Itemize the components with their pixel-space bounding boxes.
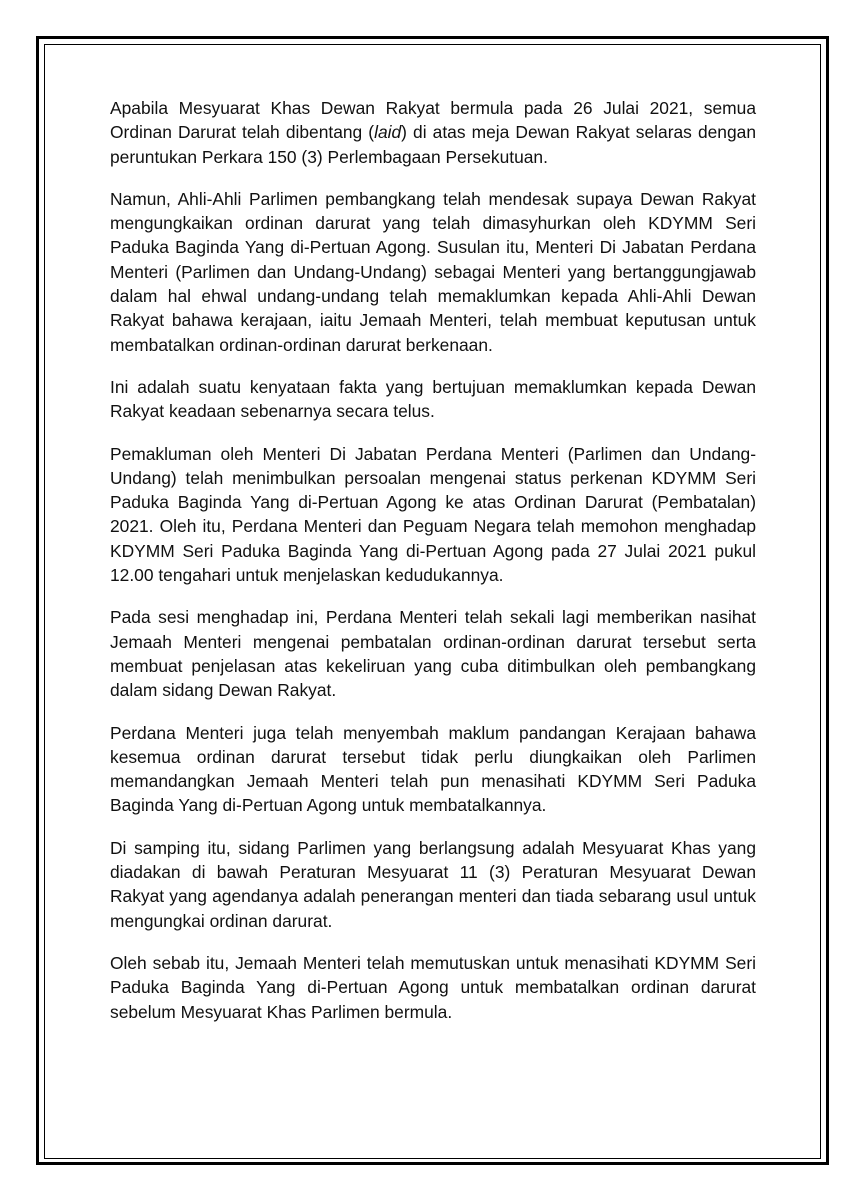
paragraph-7: Di samping itu, sidang Parlimen yang berlangsung adalah Mesyuarat Khas yang diadakan di bawah Peraturan Mesyuarat 11 (3) Peraturan Mesyuarat Dewan Rakyat yang agendanya adalah penerangan menteri dan tiada sebarang usul untuk mengungkai ordinan darurat.	[110, 837, 756, 931]
paragraph-2: Namun, Ahli-Ahli Parlimen pembangkang telah mendesak supaya Dewan Rakyat mengungkaikan ordinan darurat yang telah dimasyhurkan oleh KDYMM Seri Paduka Baginda Yang di-Pertuan Agong. Susulan itu, Menteri Di Jabatan Perdana Menteri (Parlimen dan Undang-Undang) sebagai Menteri yang bertanggungjawab dalam hal ehwal undang-undang telah memaklumkan kepada Ahli-Ahli Dewan Rakyat bahawa kerajaan, iaitu Jemaah Menteri, telah membuat keputusan untuk membatalkan ordinan-ordinan darurat berkenaan.	[110, 188, 756, 355]
paragraph-1-text-end: ) di atas meja Dewan Rakyat selaras dengan peruntukan Perkara 150 (3) Perlembagaan Persekutuan.	[110, 122, 756, 167]
paragraph-1-italic-term: laid	[374, 122, 402, 143]
paragraph-1-text-start: Apabila Mesyuarat Khas Dewan Rakyat bermula pada 26 Julai 2021, semua Ordinan Darurat telah dibentang (	[110, 98, 756, 143]
paragraph-3: Ini adalah suatu kenyataan fakta yang bertujuan memaklumkan kepada Dewan Rakyat keadaan sebenarnya secara telus.	[110, 376, 756, 422]
paragraph-1	[110, 96, 756, 169]
paragraph-8: Oleh sebab itu, Jemaah Menteri telah memutuskan untuk menasihati KDYMM Seri Paduka Baginda Yang di-Pertuan Agong untuk membatalkan ordinan darurat sebelum Mesyuarat Khas Parlimen bermula.	[110, 952, 756, 1022]
paragraph-5: Pada sesi menghadap ini, Perdana Menteri telah sekali lagi memberikan nasihat Jemaah Menteri mengenai pembatalan ordinan-ordinan darurat tersebut serta membuat penjelasan atas kekeliruan yang cuba ditimbulkan oleh pembangkang dalam sidang Dewan Rakyat.	[110, 607, 756, 701]
paragraph-4: Pemakluman oleh Menteri Di Jabatan Perdana Menteri (Parlimen dan Undang-Undang) telah menimbulkan persoalan mengenai status perkenan KDYMM Seri Paduka Baginda Yang di-Pertuan Agong ke atas Ordinan Darurat (Pembatalan) 2021. Oleh itu, Perdana Menteri dan Peguam Negara telah memohon menghadap KDYMM Seri Paduka Baginda Yang di-Pertuan Agong pada 27 Julai 2021 pukul 12.00 tengahari untuk menjelaskan kedudukannya.	[110, 443, 756, 586]
statement-body	[110, 96, 756, 1024]
paragraph-6: Perdana Menteri juga telah menyembah maklum pandangan Kerajaan bahawa kesemua ordinan darurat tersebut tidak perlu diungkaikan oleh Parlimen memandangkan Jemaah Menteri telah pun menasihati KDYMM Seri Paduka Baginda Yang di-Pertuan Agong untuk membatalkannya.	[110, 722, 756, 816]
